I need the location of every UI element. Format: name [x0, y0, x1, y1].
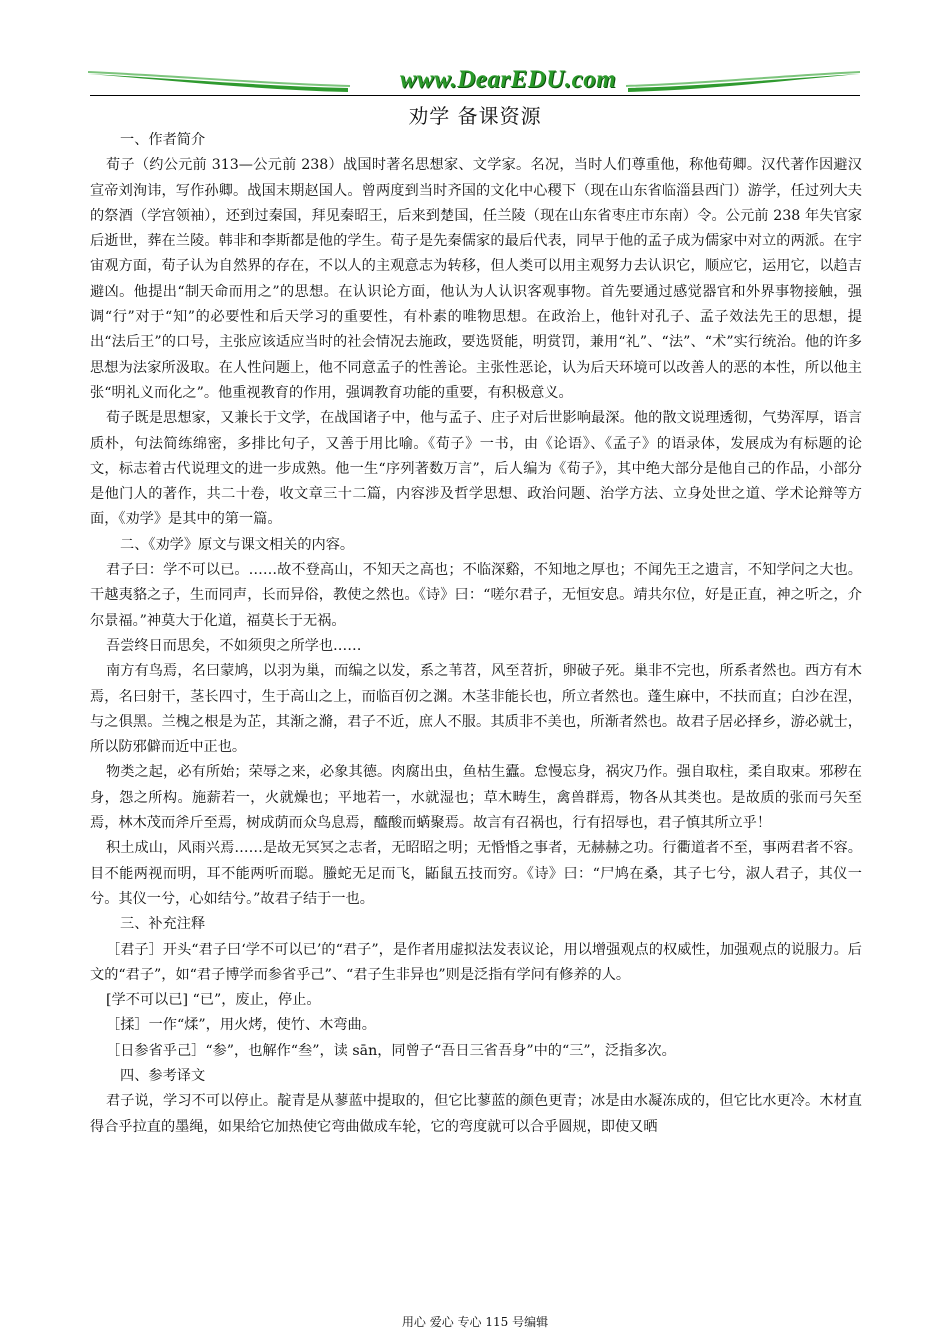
paragraph: 南方有鸟焉，名曰蒙鸠，以羽为巢，而编之以发，系之苇苕，风至苕折，卵破子死。巢非不完也，所系者然也。西方有木焉，名曰射干，茎长四寸，生于高山之上，而临百仞之渊。木茎非能长也，所立者然也。蓬生麻中，不扶而直；白沙在涅，与之俱黑。兰槐之根是为芷，其渐之滫，君子不近，庶人不服。其质非不美也，所渐者然也。故君子居必择乡，游必就士，所以防邪僻而近中正也。	[90, 663, 862, 756]
paragraph: 吾尝终日而思矣，不如须臾之所学也……	[106, 637, 362, 654]
note-paragraph: [学不可以已] “已”，废止，停止。	[106, 992, 321, 1009]
note-paragraph: ［君子］开头“君子曰‘学不可以已’的“君子”，是作者用虚拟法发表议论，用以增强观点的权威性，加强观点的说服力。后文的“君子”，如“君子博学而参省乎己”、“君子生非异也”则是泛指有学问有修养的人。	[90, 941, 862, 983]
site-header-banner	[88, 66, 860, 98]
section-heading-text: 二、《劝学》原文与课文相关的内容。	[120, 536, 355, 553]
paragraph: 君子说，学习不可以停止。靛青是从蓼蓝中提取的，但它比蓼蓝的颜色更青；冰是由水凝冻成的，但它比水更冷。木材直得合乎拉直的墨绳，如果给它加热使它弯曲做成车轮，它的弯度就可以合乎圆规，即使又晒	[90, 1093, 862, 1135]
section-heading-translation: 四、参考译文	[120, 1067, 206, 1084]
paragraph: 荀子（约公元前 313—公元前 238）战国时著名思想家、文学家。名况，当时人们尊重他，称他荀卿。汉代著作因避汉宣帝刘洵讳，写作孙卿。战国末期赵国人。曾两度到当时齐国的文化中心稷下（现在山东省临淄县西门）游学，任过列大夫的祭酒（学宫领袖），还到过秦国，拜见秦昭王，后来到楚国，任兰陵（现在山东省枣庄市东南）令。公元前 238 年失官家后逝世，葬在兰陵。韩非和李斯都是他的学生。荀子是先秦儒家的最后代表，同早于他的孟子成为儒家中对立的两派。在宇宙观方面，荀子认为自然界的存在，不以人的主观意志为转移，但人类可以用主观努力去认识它，顺应它，运用它，以趋吉避凶。他提出“制天命而用之”的思想。在认识论方面，他认为人认识客观事物。首先要通过感觉器官和外界事物接触，强调“行”对于“知”的必要性和后天学习的重要性，有朴素的唯物思想。在政治上，他针对孔子、孟子效法先王的思想，提出“法后王”的口号，主张应该适应当时的社会情况去施政，要选贤能，明赏罚，兼用“礼”、“法”、“术”实行统治。他的许多思想为法家所汲取。在人性问题上，他不同意孟子的性善论。主张性恶论，认为后天环境可以改善人的恶的本性，所以他主张“明礼义而化之”。他重视教育的作用，强调教育功能的重要，有积极意义。	[90, 157, 862, 401]
section-heading-notes: 三、补充注释	[120, 916, 206, 933]
document-body	[90, 128, 862, 1140]
page-footer: 用心 爱心 专心 115 号编辑	[401, 1315, 549, 1329]
paragraph: 君子曰：学不可以已。……故不登高山，不知天之高也；不临深谿，不知地之厚也；不闻先王之遗言，不知学问之大也。干越夷貉之子，生而同声，长而异俗，教使之然也。《诗》曰：“嗟尔君子，无恒安息。靖共尔位，好是正直，神之听之，介尔景福。”神莫大于化道，福莫长于无祸。	[90, 562, 862, 629]
section-heading-author: 一、作者简介	[120, 132, 206, 148]
paragraph: 积土成山，风雨兴焉……是故无冥冥之志者，无昭昭之明；无惛惛之事者，无赫赫之功。行衢道者不至，事两君者不容。目不能两视而明，耳不能两听而聪。螣蛇无足而飞，鼫鼠五技而穷。《诗》曰：“尸鸠在桑，其子七兮，淑人君子，其仪一兮。其仪一兮，心如结兮。”故君子结于一也。	[90, 840, 862, 907]
paragraph: 物类之起，必有所始；荣辱之来，必象其德。肉腐出虫，鱼枯生蠹。怠慢忘身，祸灾乃作。强自取柱，柔自取束。邪秽在身，怨之所构。施薪若一，火就燥也；平地若一，水就湿也；草木畴生，禽兽群焉，物各从其类也。是故质的张而弓矢至焉，林木茂而斧斤至焉，树成荫而众鸟息焉，醯酸而蜹聚焉。故言有召祸也，行有招辱也，君子慎其所立乎！	[90, 764, 862, 832]
paragraph: 荀子既是思想家，又兼长于文学，在战国诸子中，他与孟子、庄子对后世影响最深。他的散文说理透彻，气势浑厚，语言质朴，句法简练绵密，多排比句子，又善于用比喻。《荀子》一书，由《论语》、《孟子》的语录体，发展成为有标题的论文，标志着古代说理文的进一步成熟。他一生“序列著数万言”，后人编为《荀子》，其中绝大部分是他自己的作品，小部分是他门人的著作，共二十卷，收文章三十二篇，内容涉及哲学思想、政治问题、治学方法、立身处世之道、学术论辩等方面，《劝学》是其中的第一篇。	[90, 410, 862, 528]
note-paragraph: ［日参省乎己］“参”，也解作“叁”，读 sān，同曾子“吾日三省吾身”中的“三”，泛指多次。	[106, 1042, 676, 1059]
note-paragraph: ［揉］一作“煣”，用火烤，使竹、木弯曲。	[106, 1017, 376, 1034]
site-logo[interactable]: www.DearEDU.com	[399, 66, 617, 93]
header-rule	[90, 95, 860, 96]
page-title: 劝学 备课资源	[408, 104, 542, 128]
